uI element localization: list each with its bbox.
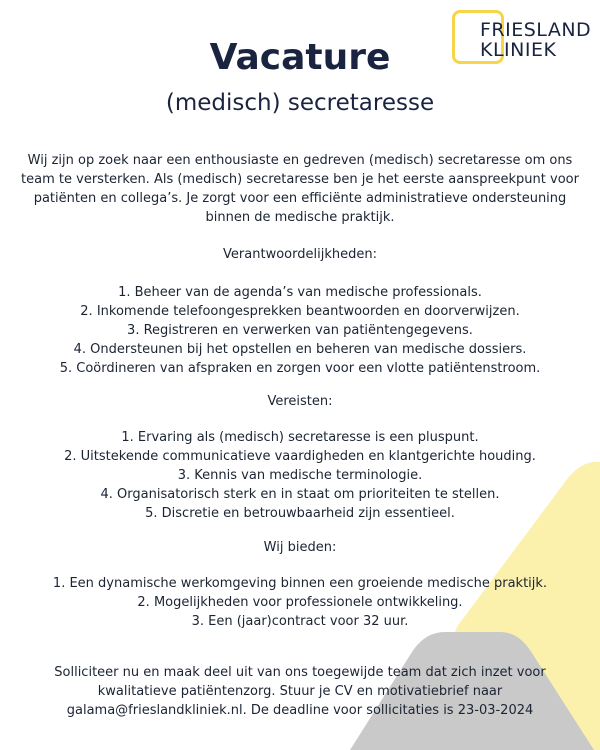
offer-list xyxy=(14,574,586,631)
list-item: 4. Ondersteunen bij het opstellen en beheren van medische dossiers. xyxy=(73,342,527,357)
list-item: 5. Discretie en betrouwbaarheid zijn essentieel. xyxy=(145,506,455,521)
page-title: Vacature xyxy=(209,37,391,78)
list-item: 2. Mogelijkheden voor professionele ontwikkeling. xyxy=(137,595,463,610)
list-item: 4. Organisatorisch sterk en in staat om prioriteiten te stellen. xyxy=(100,487,500,502)
closing-paragraph: Solliciteer nu en maak deel uit van ons toegewijde team dat zich inzet voor kwalitatieve patiëntenzorg. Stuur je CV en motivatiebrief naar galama@frieslandkliniek.nl. De deadline voor sollicitaties is 23-03-2024 xyxy=(54,665,546,718)
responsibilities-list xyxy=(14,283,586,378)
offer-heading: Wij bieden: xyxy=(263,540,337,555)
list-item: 1. Beheer van de agenda’s van medische professionals. xyxy=(118,285,482,300)
responsibilities-heading: Verantwoordelijkheden: xyxy=(223,247,377,262)
list-item: 3. Kennis van medische terminologie. xyxy=(177,468,423,483)
list-item: 2. Inkomende telefoongesprekken beantwoorden en doorverwijzen. xyxy=(80,304,520,319)
requirements-list xyxy=(14,428,586,523)
list-item: 5. Coördineren van afspraken en zorgen voor een vlotte patiëntenstroom. xyxy=(59,361,541,376)
list-item: 3. Een (jaar)contract voor 32 uur. xyxy=(191,614,409,629)
requirements-heading: Vereisten: xyxy=(267,394,333,409)
list-item: 2. Uitstekende communicatieve vaardigheden en klantgerichte houding. xyxy=(64,449,536,464)
list-item: 1. Ervaring als (medisch) secretaresse is een pluspunt. xyxy=(121,430,479,445)
logo-text-line-2: KLINIEK xyxy=(480,39,557,61)
friesland-kliniek-logo xyxy=(452,10,592,68)
intro-paragraph: Wij zijn op zoek naar een enthousiaste en gedreven (medisch) secretaresse om ons team te versterken. Als (medisch) secretaresse ben je het eerste aanspreekpunt voor patiënten en collega’s. Je zorgt voor een efficiënte administratieve ondersteuning binnen de medische praktijk. xyxy=(21,153,579,225)
page-subtitle: (medisch) secretaresse xyxy=(165,90,435,116)
logo-text-line-1: FRIESLAND xyxy=(480,19,592,41)
list-item: 3. Registreren en verwerken van patiëntengegevens. xyxy=(127,323,473,338)
list-item: 1. Een dynamische werkomgeving binnen een groeiende medische praktijk. xyxy=(52,576,548,591)
